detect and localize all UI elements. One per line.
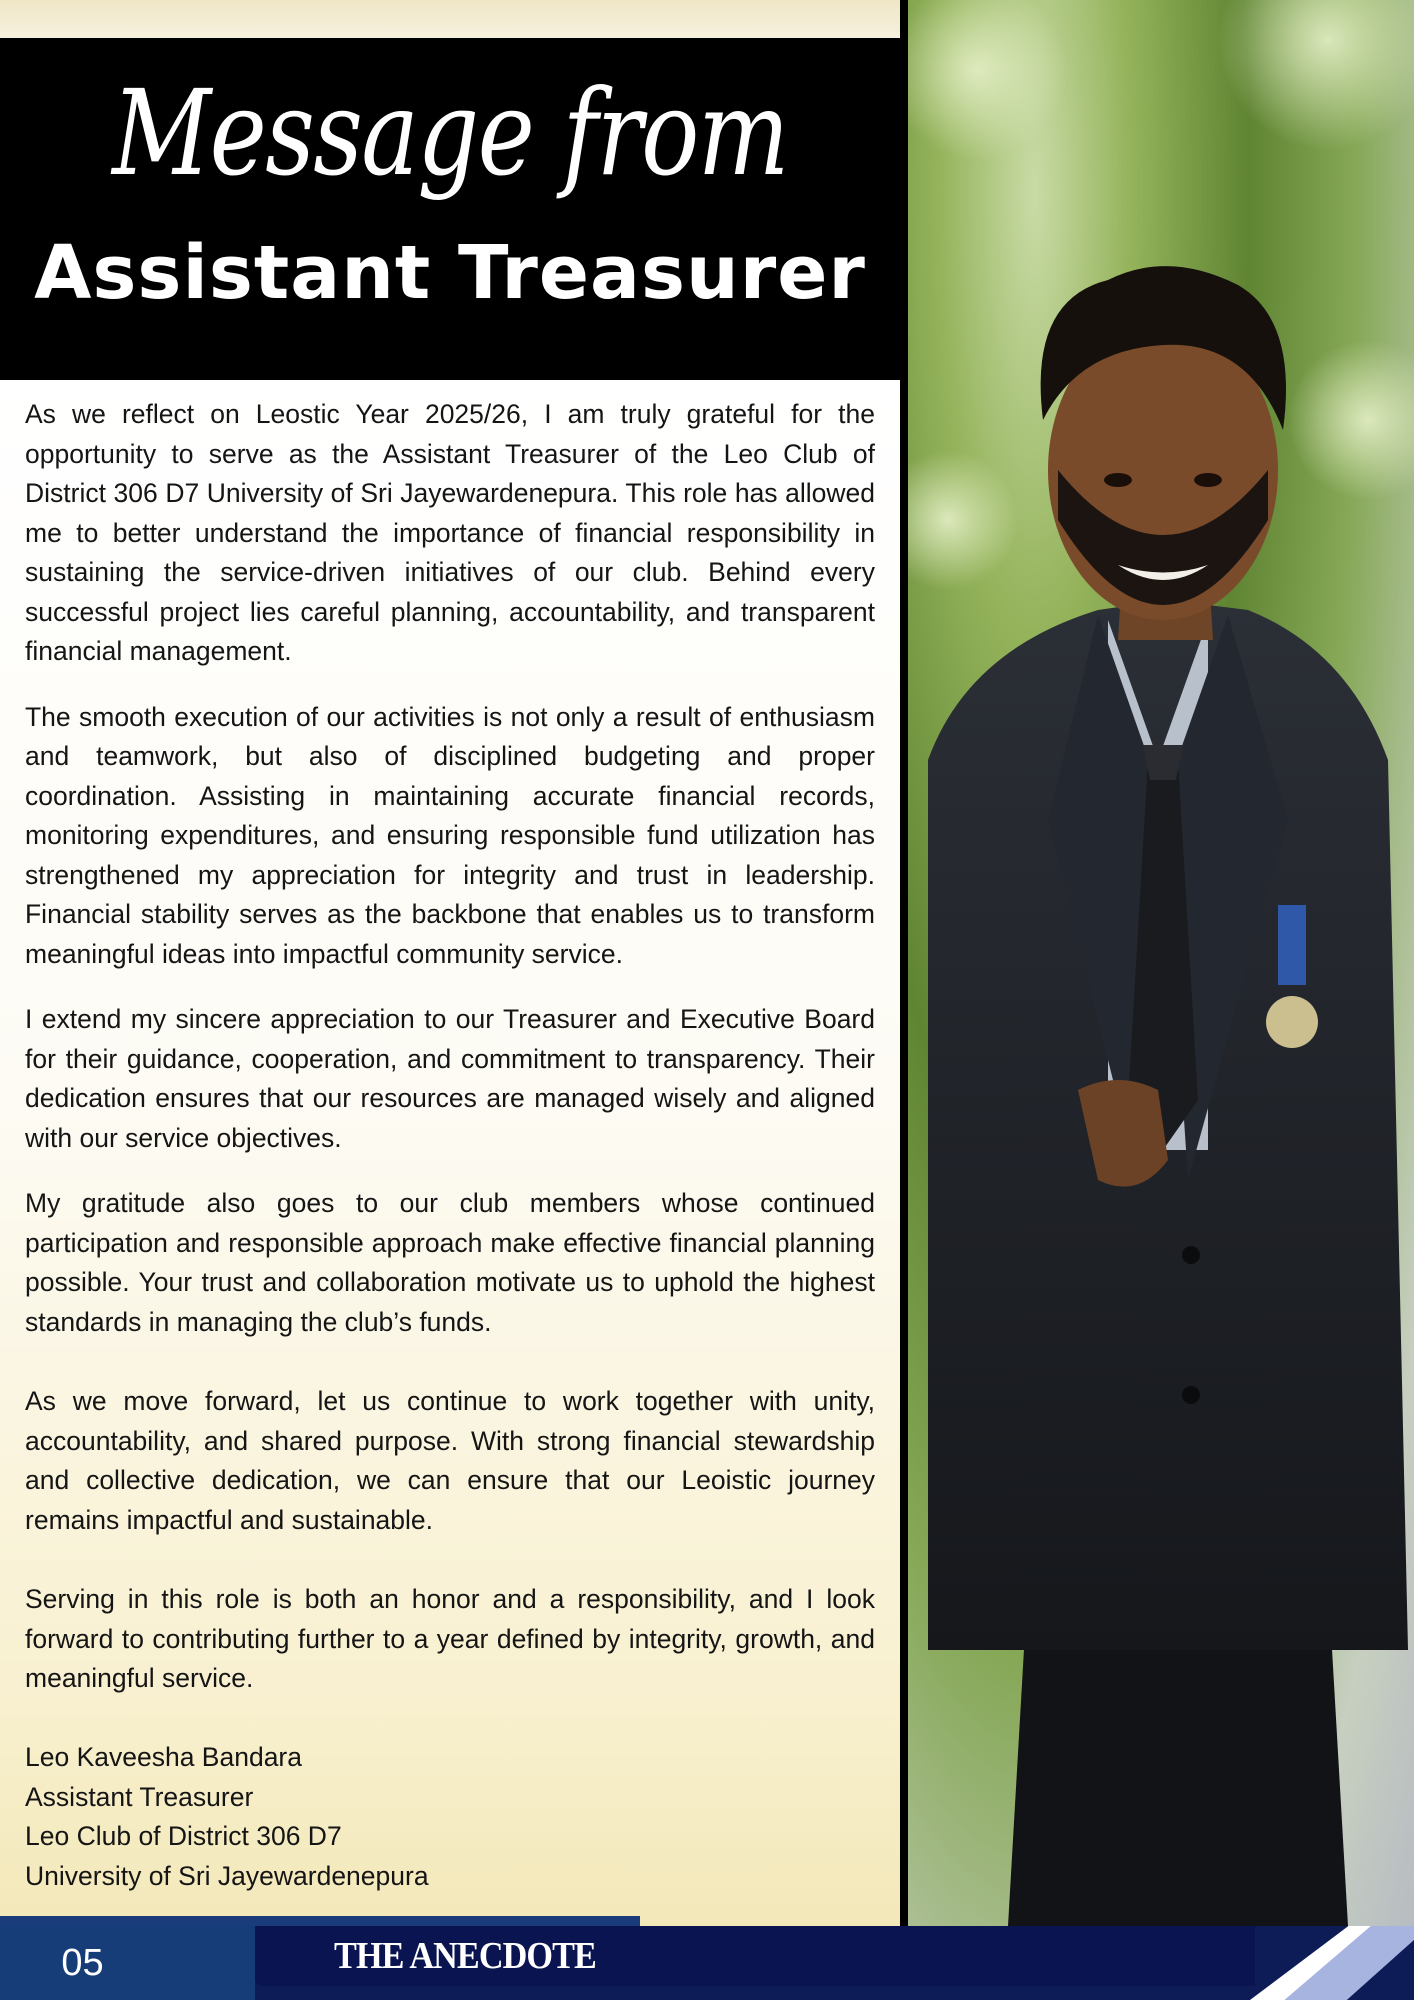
signature-university: University of Sri Jayewardenepura xyxy=(25,1860,429,1891)
header-script-line: Message from xyxy=(112,64,788,202)
paragraph-2: The smooth execution of our activities is not only a result of enthusiasm and teamwork, but also of disciplined budgeting and proper coordination. Assisting in maintaining accurate financial records, monitoring expenditures, and ensuring responsible fund utilization has strengthened my appreciation for integrity and trust in leadership. Financial stability serves as the backbone that enables us to transform meaningful ideas into impactful community service. xyxy=(25,701,875,969)
signature-block xyxy=(25,1738,429,1896)
column-divider xyxy=(900,0,908,2000)
paragraph-3: I extend my sincere appreciation to our Treasurer and Executive Board for their guidance, cooperation, and commitment to transparency. Their dedication ensures that our resources are managed wisely and aligned with our service objectives. xyxy=(25,1004,875,1153)
magazine-title: THE ANECDOTE xyxy=(334,1935,596,1977)
signature-club: Leo Club of District 306 D7 xyxy=(25,1821,342,1851)
paragraph-5: As we move forward, let us continue to work together with unity, accountability, and shared purpose. With strong financial stewardship and collective dedication, we can ensure that our Leoistic journey remains impactful and sustainable. xyxy=(25,1386,875,1535)
page-number: 05 xyxy=(61,1942,104,1984)
portrait-illustration xyxy=(908,0,1414,1926)
paragraph-1: As we reflect on Leostic Year 2025/26, I am truly grateful for the opportunity to serve as the Assistant Treasurer of the Leo Club of District 306 D7 University of Sri Jayewardenepura. This role has allowed me to better understand the importance of financial responsibility in sustaining the service-driven initiatives of our club. Behind every successful project lies careful planning, accountability, and transparent financial management. xyxy=(25,399,875,666)
signature-name: Leo Kaveesha Bandara xyxy=(25,1742,302,1772)
portrait-photo xyxy=(908,0,1414,1926)
page-title: Assistant Treasurer xyxy=(34,230,866,316)
signature-position: Assistant Treasurer xyxy=(25,1781,254,1812)
message-body xyxy=(25,395,875,1699)
paragraph-6: Serving in this role is both an honor and a responsibility, and I look forward to contributing further to a year defined by integrity, growth, and meaningful service. xyxy=(25,1584,875,1693)
paragraph-4: My gratitude also goes to our club members whose continued participation and responsible approach make effective financial planning possible. Your trust and collaboration motivate us to uphold the highest standards in managing the club’s funds. xyxy=(25,1188,875,1337)
